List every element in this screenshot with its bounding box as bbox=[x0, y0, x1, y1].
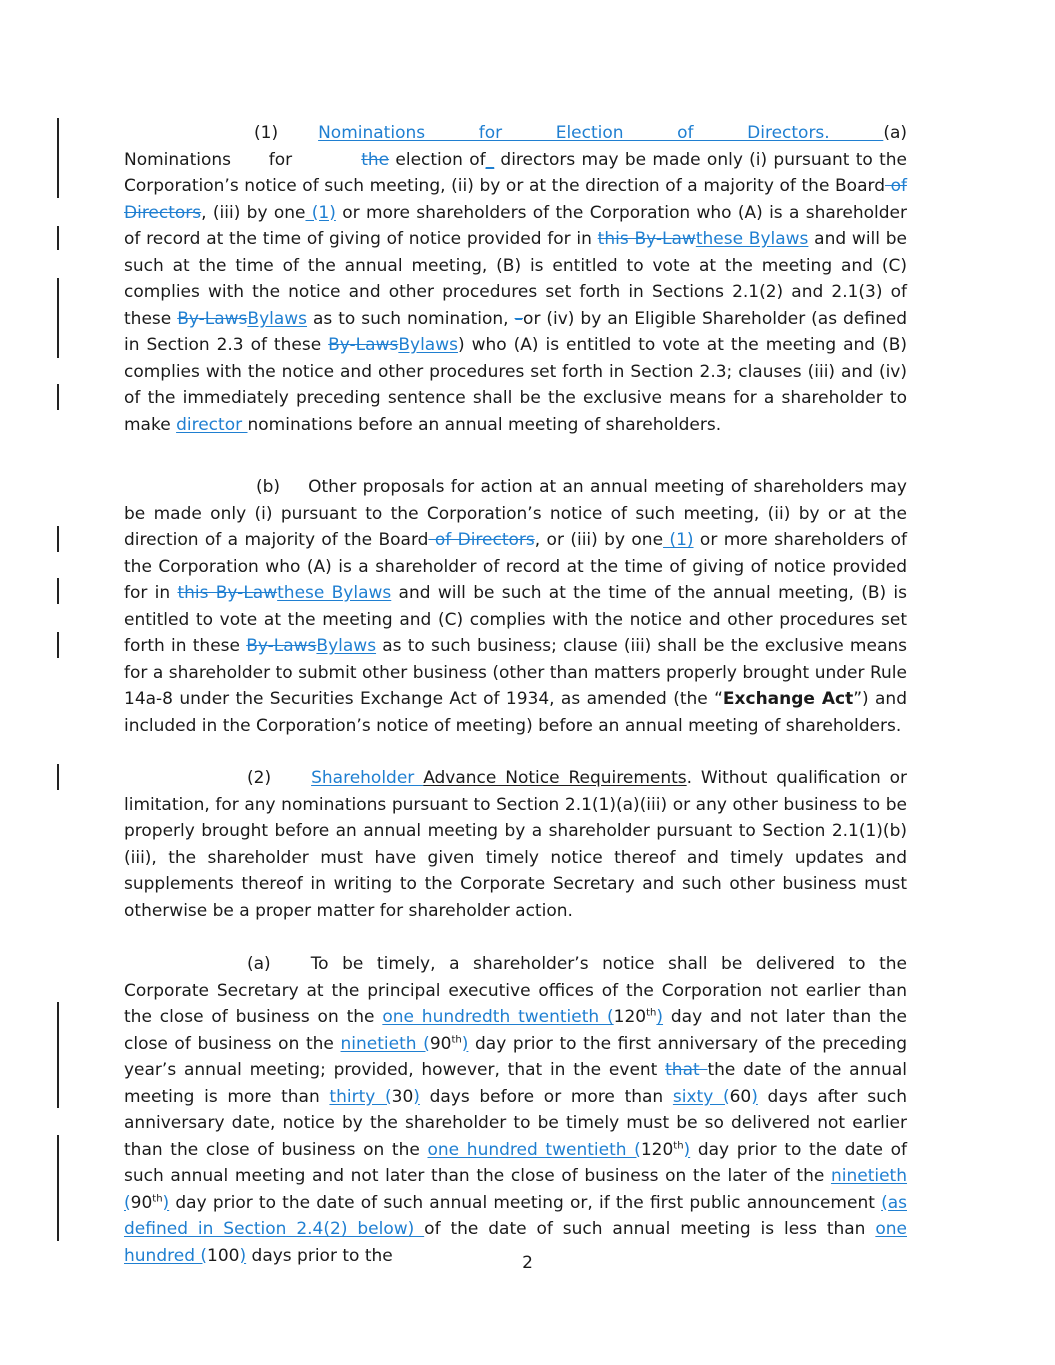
inserted-text: director bbox=[176, 414, 248, 435]
section-1a-paragraph: (1) Nominations for Election of Directors. (a) Nominations for the election of_ directors may be made only (i) pursuant to the Corporation’s notice of such meeting, (ii) by or at the direction of a majority of the Board of Directors, (iii) by one (1) or more shareholders of the Corporation who (A) is a shareholder of record at the time of giving of notice provided for in this By-Lawthese Bylaws and will be such at the time of the annual meeting, (B) is entitled to vote at the meeting and (C) complies with the notice and other procedures set forth in Sections 2.1(2) and 2.1(3) of these By-LawsBylaws as to such nomination, –or (iv) by an Eligible Shareholder (as defined in Section 2.3 of these By-LawsBylaws) who (A) is entitled to vote at the meeting and (B) complies with the notice and other procedures set forth in Section 2.3; clauses (iii) and (iv) of the immediately preceding sentence shall be the exclusive means for a shareholder to make director nominations before an annual meeting of shareholders. bbox=[124, 123, 908, 435]
change-bar bbox=[57, 278, 59, 358]
change-bar bbox=[57, 632, 59, 658]
deleted-text: this By-Law bbox=[177, 583, 278, 603]
inserted-text: Bylaws bbox=[316, 636, 377, 656]
inserted-text: (1) bbox=[663, 530, 694, 550]
section-heading: Advance Notice Requirements bbox=[423, 768, 687, 788]
section-1b-paragraph: (b) Other proposals for action at an annual meeting of shareholders may be made only (i) pursuant to the Corporation’s notice of such meeting, (ii) by or at the direction of a majority of the Board of Directors, or (iii) by one (1) or more shareholders of the Corporation who (A) is a shareholder of record at the time of giving of notice provided for in this By-Lawthese Bylaws and will be such at the time of the annual meeting, (B) is entitled to vote at the meeting and (C) complies with the notice and other procedures set forth in these By-LawsBylaws as to such business; clause (iii) shall be the exclusive means for a shareholder to submit other business (other than matters properly brought under Rule 14a-8 under the Securities Exchange Act of 1934, as amended (the “Exchange Act”) and included in the Corporation’s notice of meeting) before an annual meeting of shareholders. bbox=[124, 477, 908, 736]
inserted-text: ninetieth ( bbox=[340, 1033, 430, 1054]
deleted-text: the bbox=[361, 149, 390, 170]
inserted-text: one hundredth twentieth ( bbox=[382, 1007, 614, 1027]
inserted-text: (1) bbox=[305, 202, 336, 223]
inserted-heading: Nominations for Election of Directors. bbox=[318, 123, 884, 143]
inserted-text: ninetieth ( bbox=[124, 1166, 907, 1213]
inserted-text: these Bylaws bbox=[277, 583, 392, 603]
inserted-text: one hundred ( bbox=[124, 1219, 907, 1266]
deleted-text: this By-Law bbox=[597, 229, 696, 249]
inserted-text: Shareholder bbox=[311, 768, 424, 788]
inserted-text: Bylaws bbox=[398, 335, 458, 355]
change-bar bbox=[57, 764, 59, 790]
deleted-text: of Directors bbox=[124, 176, 907, 223]
change-bar bbox=[57, 1135, 59, 1241]
inserted-text: thirty ( bbox=[329, 1086, 392, 1107]
deleted-text: of Directors bbox=[428, 530, 535, 550]
change-bar bbox=[57, 526, 59, 552]
change-bar bbox=[57, 1002, 59, 1108]
inserted-text: (as defined in Section 2.4(2) below) bbox=[124, 1192, 907, 1239]
section-label: (1) bbox=[254, 123, 279, 143]
deleted-text: that bbox=[665, 1060, 708, 1080]
defined-term: Exchange Act bbox=[722, 689, 854, 709]
section-label: (b) bbox=[256, 477, 281, 497]
inserted-text: _ bbox=[485, 149, 495, 170]
inserted-text: these Bylaws bbox=[695, 229, 809, 249]
deleted-text: By-Laws bbox=[246, 636, 317, 656]
section-label: (2) bbox=[247, 768, 272, 788]
inserted-text: sixty ( bbox=[672, 1086, 730, 1107]
section-2a-paragraph: (a) To be timely, a shareholder’s notice shall be delivered to the Corporate Secretary at the principal executive offices of the Corporation not earlier than the close of business on the one hundredth twentieth (120th) day and not later than the close of business on the ninetieth (90th) day prior to the first anniversary of the preceding year’s annual meeting; provided, however, that in the event that the date of the annual meeting is more than thirty (30) days before or more than sixty (60) days after such anniversary date, notice by the shareholder to be timely must be so delivered not earlier than the close of business on the one hundred twentieth (120th) day prior to the date of such annual meeting and not later than the close of business on the later of the ninetieth (90th) day prior to the date of such annual meeting or, if the first public announcement (as defined in Section 2.4(2) below) of the date of such annual meeting is less than one hundred (100) days prior to the bbox=[124, 954, 908, 1266]
change-bar bbox=[57, 226, 59, 250]
page-number: 2 bbox=[522, 1253, 533, 1273]
section-2-paragraph: (2) Shareholder Advance Notice Requirements. Without qualification or limitation, for any nominations pursuant to Section 2.1(1)(a)(iii) or any other business to be properly brought before an annual meeting by a shareholder pursuant to Section 2.1(1)(b)(iii), the shareholder must have given timely notice thereof and timely updates and supplements thereof in writing to the Corporate Secretary and such other business must otherwise be a proper matter for shareholder action. bbox=[124, 768, 907, 921]
inserted-text: one hundred twentieth ( bbox=[427, 1139, 641, 1160]
deleted-text: – bbox=[514, 308, 524, 329]
deleted-text: By-Laws bbox=[177, 308, 248, 329]
deleted-text: By-Laws bbox=[328, 335, 399, 355]
change-bar bbox=[57, 118, 59, 198]
change-bar bbox=[57, 384, 59, 410]
change-bar bbox=[57, 578, 59, 604]
inserted-text: Bylaws bbox=[247, 308, 308, 329]
section-label: (a) bbox=[247, 954, 271, 974]
